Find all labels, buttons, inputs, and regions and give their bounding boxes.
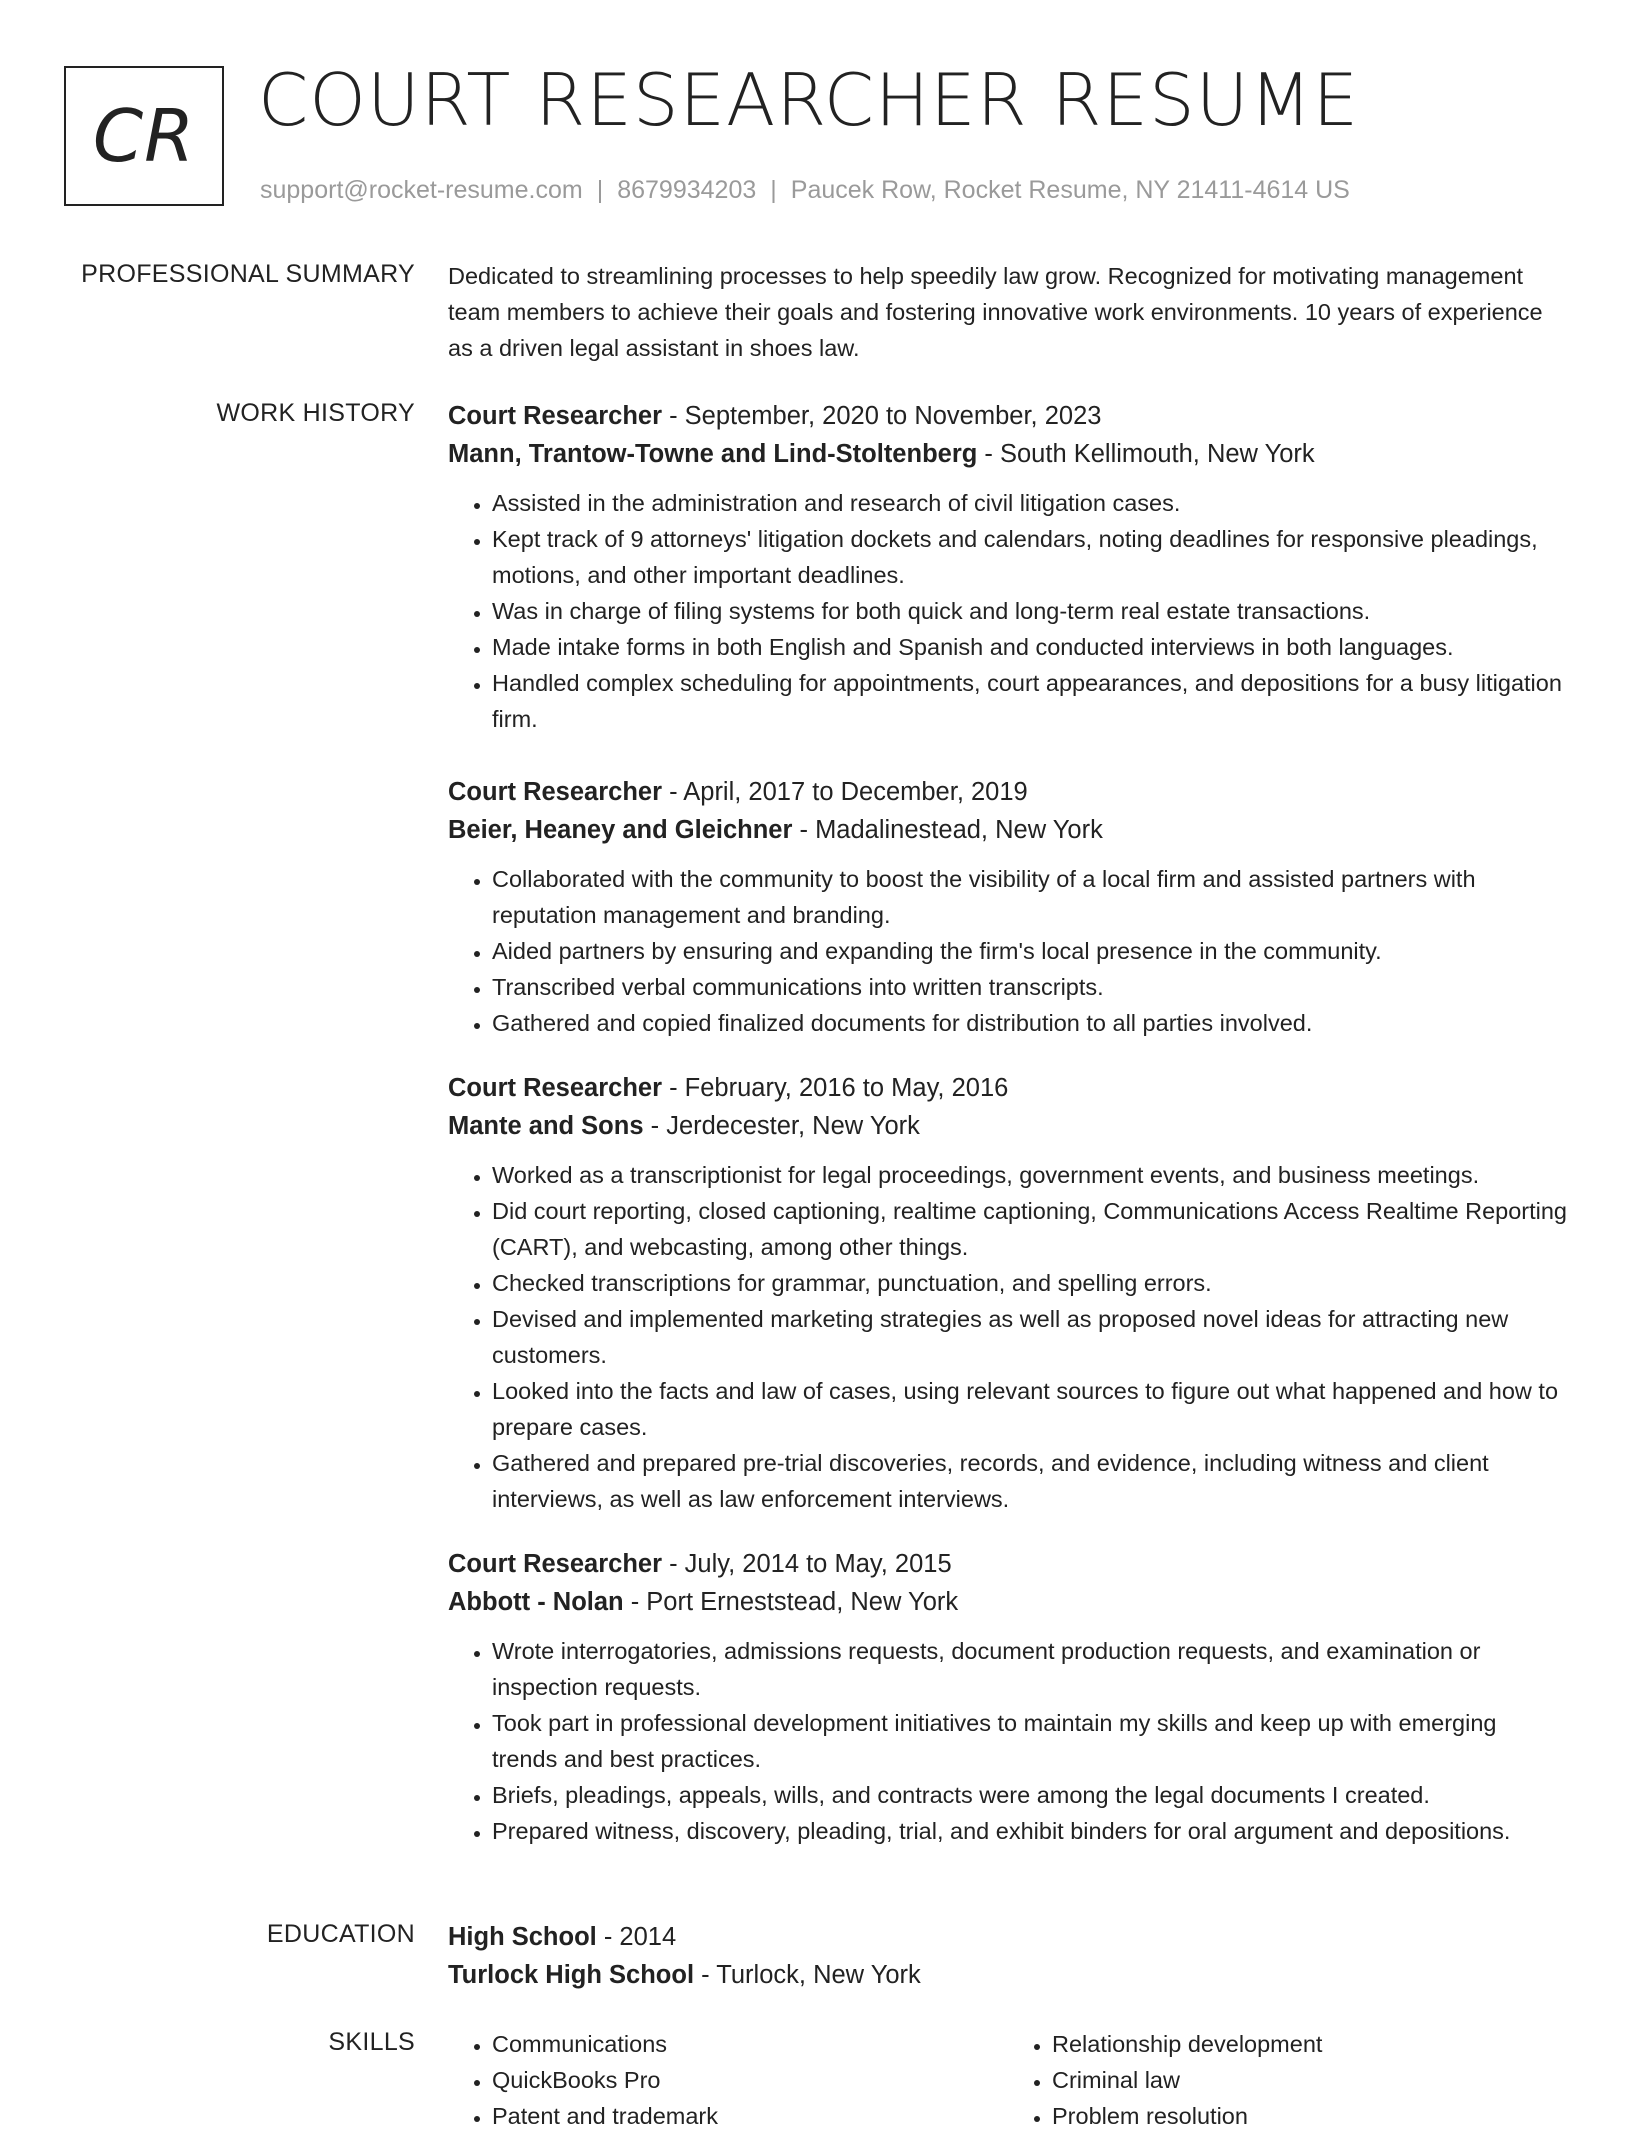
job-bullet: • Looked into the facts and law of cases, using relevant sources to figure out what happened and how to prepare cases. <box>492 1373 1568 1445</box>
skills-list-right <box>1008 2026 1568 2134</box>
job-company-line <box>448 435 1568 473</box>
job-bullet: • Wrote interrogatories, admissions requests, document production requests, and examination or inspection requests. <box>492 1633 1568 1705</box>
job-entry <box>448 397 1568 737</box>
job-entry <box>448 1069 1568 1517</box>
job-dates: - April, 2017 to December, 2019 <box>662 778 1028 806</box>
contact-line <box>260 176 1350 205</box>
job-bullet: • Did court reporting, closed captioning, realtime captioning, Communications Access Realtime Reporting (CART), and webcasting, among other things. <box>492 1193 1568 1265</box>
contact-separator: | <box>596 176 604 204</box>
contact-separator: | <box>770 176 777 204</box>
job-title-line <box>448 1069 1568 1107</box>
job-bullet: • Was in charge of filing systems for both quick and long-term real estate transactions. <box>492 593 1568 629</box>
job-bullet: • Transcribed verbal communications into written transcripts. <box>492 969 1568 1005</box>
job-bullet: • Gathered and copied finalized documents for distribution to all parties involved. <box>492 1005 1568 1041</box>
skill-item: • Relationship development <box>1052 2026 1568 2062</box>
education-location: - Turlock, New York <box>694 1961 921 1989</box>
education-degree-line <box>448 1918 1568 1956</box>
skills-columns <box>448 2026 1568 2134</box>
job-company-line <box>448 811 1568 849</box>
job-bullet: • Handled complex scheduling for appointments, court appearances, and depositions for a busy litigation firm. <box>492 665 1568 737</box>
skill-item: • Patent and trademark <box>492 2098 1008 2134</box>
job-title: Court Researcher <box>448 1074 662 1102</box>
summary-text: Dedicated to streamlining processes to help speedily law grow. Recognized for motivating management team members to achieve their goals and fostering innovative work environments. 10 years of experience as a driven legal assistant in shoes law. <box>448 263 1543 361</box>
job-dates: - September, 2020 to November, 2023 <box>662 402 1102 430</box>
resume-title: COURT RESEARCHER RESUME <box>258 58 1360 142</box>
job-entry <box>448 1545 1568 1849</box>
job-location: - Port Erneststead, New York <box>623 1588 959 1616</box>
job-bullet: • Briefs, pleadings, appeals, wills, and contracts were among the legal documents I created. <box>492 1777 1568 1813</box>
job-company-line <box>448 1107 1568 1145</box>
section-label-work: WORK HISTORY <box>216 399 415 427</box>
job-title: Court Researcher <box>448 1550 662 1578</box>
section-label-skills: SKILLS <box>328 2028 415 2056</box>
education-school-line <box>448 1956 1568 1994</box>
job-bullets <box>448 485 1568 737</box>
job-dates: - February, 2016 to May, 2016 <box>662 1074 1009 1102</box>
job-title: Court Researcher <box>448 778 662 806</box>
skill-item: • Problem resolution <box>1052 2098 1568 2134</box>
job-bullet: • Checked transcriptions for grammar, punctuation, and spelling errors. <box>492 1265 1568 1301</box>
job-bullet: • Kept track of 9 attorneys' litigation dockets and calendars, noting deadlines for responsive pleadings, motions, and other important deadlines. <box>492 521 1568 593</box>
job-bullet: • Devised and implemented marketing strategies as well as proposed novel ideas for attracting new customers. <box>492 1301 1568 1373</box>
job-bullets <box>448 1157 1568 1517</box>
skills-list-left <box>448 2026 1008 2134</box>
job-company: Abbott - Nolan <box>448 1588 624 1616</box>
monogram-badge <box>64 66 224 206</box>
job-company-line <box>448 1583 1568 1621</box>
job-bullet: • Gathered and prepared pre-trial discoveries, records, and evidence, including witness and client interviews, as well as law enforcement interviews. <box>492 1445 1568 1517</box>
skill-item: • QuickBooks Pro <box>492 2062 1008 2098</box>
contact-email[interactable]: support@rocket-resume.com <box>260 176 583 204</box>
job-title-line <box>448 397 1568 435</box>
education-school: Turlock High School <box>448 1961 695 1989</box>
job-bullet: • Aided partners by ensuring and expanding the firm's local presence in the community. <box>492 933 1568 969</box>
education-year: - 2014 <box>596 1923 677 1951</box>
job-bullet: • Collaborated with the community to boost the visibility of a local firm and assisted partners with reputation management and branding. <box>492 861 1568 933</box>
jobs-list <box>448 397 1568 1877</box>
job-bullets <box>448 1633 1568 1849</box>
job-bullets <box>448 861 1568 1041</box>
job-bullet: • Made intake forms in both English and Spanish and conducted interviews in both languages. <box>492 629 1568 665</box>
job-entry <box>448 773 1568 1041</box>
contact-phone[interactable]: 8679934203 <box>617 176 757 204</box>
job-dates: - July, 2014 to May, 2015 <box>662 1550 952 1578</box>
job-location: - South Kellimouth, New York <box>977 440 1315 468</box>
job-bullet: • Worked as a transcriptionist for legal proceedings, government events, and business meetings. <box>492 1157 1568 1193</box>
job-company: Mann, Trantow-Towne and Lind-Stoltenberg <box>448 440 978 468</box>
skill-item: • Communications <box>492 2026 1008 2062</box>
job-title-line <box>448 1545 1568 1583</box>
job-company: Mante and Sons <box>448 1112 644 1140</box>
contact-address: Paucek Row, Rocket Resume, NY 21411-4614 US <box>790 176 1350 204</box>
job-location: - Jerdecester, New York <box>643 1112 920 1140</box>
education-degree: High School <box>448 1923 597 1951</box>
job-bullet: • Took part in professional development initiatives to maintain my skills and keep up with emerging trends and best practices. <box>492 1705 1568 1777</box>
job-company: Beier, Heaney and Gleichner <box>448 816 793 844</box>
job-title: Court Researcher <box>448 402 662 430</box>
job-location: - Madalinestead, New York <box>792 816 1103 844</box>
monogram-text: CR <box>92 94 196 178</box>
job-title-line <box>448 773 1568 811</box>
job-bullet: • Assisted in the administration and research of civil litigation cases. <box>492 485 1568 521</box>
job-bullet: • Prepared witness, discovery, pleading, trial, and exhibit binders for oral argument and depositions. <box>492 1813 1568 1849</box>
skill-item: • Criminal law <box>1052 2062 1568 2098</box>
section-label-education: EDUCATION <box>266 1920 415 1948</box>
section-label-summary: PROFESSIONAL SUMMARY <box>81 260 415 288</box>
